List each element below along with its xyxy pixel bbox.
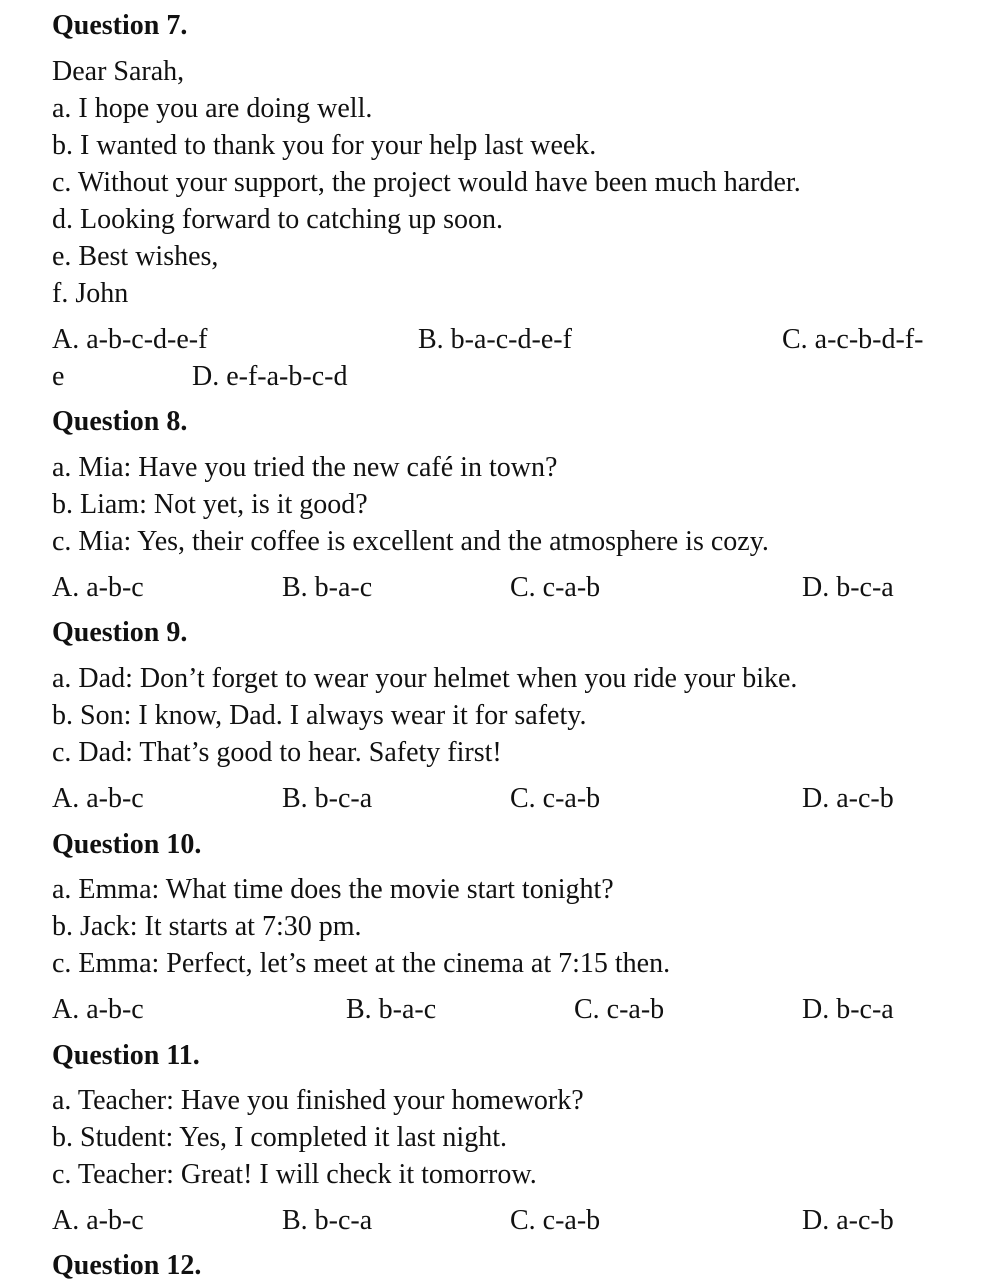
q7-option-d[interactable]: D. e-f-a-b-c-d bbox=[192, 361, 348, 392]
q10-line-c: c. Emma: Perfect, let’s meet at the cinema at 7:15 then. bbox=[52, 948, 671, 979]
q8-line-c: c. Mia: Yes, their coffee is excellent and the atmosphere is cozy. bbox=[52, 526, 769, 557]
q9-option-c[interactable]: C. c-a-b bbox=[510, 783, 601, 814]
q7-line-c: c. Without your support, the project would have been much harder. bbox=[52, 167, 801, 198]
q9-option-d[interactable]: D. a-c-b bbox=[802, 783, 894, 814]
q10-line-a: a. Emma: What time does the movie start tonight? bbox=[52, 874, 614, 905]
q11-option-d[interactable]: D. a-c-b bbox=[802, 1205, 894, 1236]
q8-line-b: b. Liam: Not yet, is it good? bbox=[52, 489, 368, 520]
question-11-title: Question 11. bbox=[52, 1040, 200, 1071]
q11-option-c[interactable]: C. c-a-b bbox=[510, 1205, 601, 1236]
q10-option-a[interactable]: A. a-b-c bbox=[52, 994, 144, 1025]
q11-option-a[interactable]: A. a-b-c bbox=[52, 1205, 144, 1236]
question-8-title: Question 8. bbox=[52, 406, 188, 437]
q7-line-b: b. I wanted to thank you for your help last week. bbox=[52, 130, 597, 161]
q7-line-e: e. Best wishes, bbox=[52, 241, 219, 272]
q8-option-b[interactable]: B. b-a-c bbox=[282, 572, 373, 603]
q11-line-a: a. Teacher: Have you finished your homework? bbox=[52, 1085, 584, 1116]
q8-option-d[interactable]: D. b-c-a bbox=[802, 572, 894, 603]
q10-option-b[interactable]: B. b-a-c bbox=[346, 994, 437, 1025]
q7-greeting: Dear Sarah, bbox=[52, 56, 185, 87]
q8-line-a: a. Mia: Have you tried the new café in town? bbox=[52, 452, 558, 483]
q9-line-b: b. Son: I know, Dad. I always wear it for safety. bbox=[52, 700, 587, 731]
q7-line-f: f. John bbox=[52, 278, 129, 309]
q11-line-b: b. Student: Yes, I completed it last night. bbox=[52, 1122, 507, 1153]
q10-option-c[interactable]: C. c-a-b bbox=[574, 994, 665, 1025]
q9-line-c: c. Dad: That’s good to hear. Safety first! bbox=[52, 737, 502, 768]
q7-option-c-continued[interactable]: e bbox=[52, 361, 65, 392]
question-7-title: Question 7. bbox=[52, 10, 188, 41]
q7-option-c[interactable]: C. a-c-b-d-f- bbox=[782, 324, 924, 355]
q9-option-a[interactable]: A. a-b-c bbox=[52, 783, 144, 814]
q8-option-a[interactable]: A. a-b-c bbox=[52, 572, 144, 603]
q9-option-b[interactable]: B. b-c-a bbox=[282, 783, 373, 814]
q7-option-b[interactable]: B. b-a-c-d-e-f bbox=[418, 324, 572, 355]
q8-option-c[interactable]: C. c-a-b bbox=[510, 572, 601, 603]
q7-line-d: d. Looking forward to catching up soon. bbox=[52, 204, 504, 235]
q11-option-b[interactable]: B. b-c-a bbox=[282, 1205, 373, 1236]
question-12-title: Question 12. bbox=[52, 1250, 202, 1281]
question-10-title: Question 10. bbox=[52, 829, 202, 860]
question-9-title: Question 9. bbox=[52, 617, 188, 648]
q7-line-a: a. I hope you are doing well. bbox=[52, 93, 373, 124]
q10-line-b: b. Jack: It starts at 7:30 pm. bbox=[52, 911, 362, 942]
q9-line-a: a. Dad: Don’t forget to wear your helmet when you ride your bike. bbox=[52, 663, 798, 694]
q11-line-c: c. Teacher: Great! I will check it tomorrow. bbox=[52, 1159, 537, 1190]
q7-option-a[interactable]: A. a-b-c-d-e-f bbox=[52, 324, 208, 355]
q10-option-d[interactable]: D. b-c-a bbox=[802, 994, 894, 1025]
